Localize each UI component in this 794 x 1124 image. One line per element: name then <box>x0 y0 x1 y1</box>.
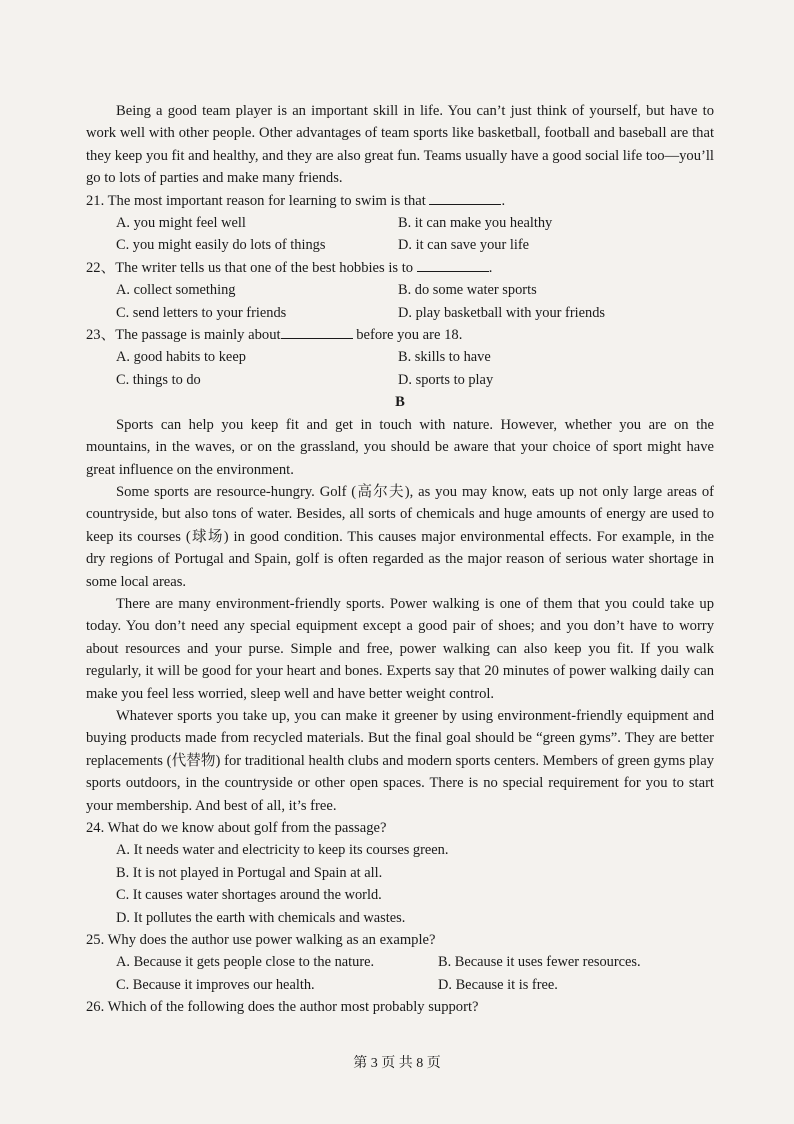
option-23-b: B. skills to have <box>398 349 491 366</box>
question-22-stem: 22、The writer tells us that one of the best hobbies is to <box>86 259 414 276</box>
passage-b-paragraph-3: There are many environment-friendly sports. Power walking is one of them that you could take up today. You don’t need any special equipment except a good pair of shoes; and you don’t have to worry about resources and your purse. Simple and free, power walking can also keep you fit. If you walk regularly, it will be good for your heart and bones. Experts say that 20 minutes of power walking daily can make you feel less worried, sleep well and have better weight control. <box>86 595 714 702</box>
option-22-b: B. do some water sports <box>398 282 537 299</box>
page-content <box>86 100 714 1019</box>
option-24-d-text: D. It pollutes the earth with chemicals and wastes. <box>116 909 406 926</box>
option-25-d: D. Because it is free. <box>438 976 558 993</box>
question-21-end: . <box>501 192 506 209</box>
question-23-options-row-1 <box>86 346 714 368</box>
option-25-b: B. Because it uses fewer resources. <box>438 954 641 971</box>
question-24-stem: 24. What do we know about golf from the passage? <box>86 820 387 836</box>
option-21-b: B. it can make you healthy <box>398 215 553 232</box>
option-21-a: A. you might feel well <box>116 215 246 232</box>
passage-b-paragraph-4: Whatever sports you take up, you can make it greener by using environment-friendly equipment and buying products made from recycled materials. But the final goal should be “green gyms”. They are better replacements (代替物) for traditional health clubs and modern sports centers. Members of green gyms play sports outdoors, in the countryside or other open spaces. There is no special requirement for you to start your membership. And best of all, it’s free. <box>86 707 714 814</box>
option-23-a: A. good habits to keep <box>116 349 246 366</box>
question-21-options-row-1 <box>86 212 714 234</box>
option-24-c-text: C. It causes water shortages around the world. <box>116 887 382 904</box>
question-21-stem: 21. The most important reason for learning to swim is that <box>86 192 426 209</box>
question-25-options-row-1 <box>86 951 714 973</box>
question-21 <box>86 190 714 212</box>
passage-a-last-paragraph: Being a good team player is an important skill in life. You can’t just think of yourself, but have to work well with other people. Other advantages of team sports like basketball, football and baseball are that they keep you fit and healthy, and they are also great fun. Teams usually have a good social life too—you’ll go to lots of parties and make many friends. <box>86 103 714 187</box>
question-22-options-row-1 <box>86 279 714 301</box>
option-22-c: C. send letters to your friends <box>116 304 287 321</box>
question-25-stem: 25. Why does the author use power walking as an example? <box>86 932 436 949</box>
passage-b-paragraph-2: Some sports are resource-hungry. Golf (高尔夫), as you may know, eats up not only large areas of countryside, but also tons of water. Besides, all sorts of chemicals and huge amounts of energy are used to keep its courses (球场) in good condition. This causes major environmental effects. For example, in the dry regions of Portugal and Spain, golf is often regarded as the major reason of serious water shortage in some local areas. <box>86 483 714 590</box>
option-23-c: C. things to do <box>116 371 201 388</box>
option-21-d: D. it can save your life <box>398 237 530 254</box>
option-25-c: C. Because it improves our health. <box>116 976 315 993</box>
option-22-a: A. collect something <box>116 282 236 299</box>
option-24-a-text: A. It needs water and electricity to keep its courses green. <box>116 842 449 859</box>
question-22-end: . <box>488 259 493 276</box>
option-24-b-text: B. It is not played in Portugal and Spain at all. <box>116 864 383 881</box>
answer-blank <box>429 190 501 205</box>
question-23-end: before you are 18. <box>356 327 463 344</box>
question-23-options-row-2 <box>86 369 714 391</box>
question-25-options-row-2 <box>86 974 714 996</box>
option-22-d: D. play basketball with your friends <box>398 304 606 321</box>
option-25-a: A. Because it gets people close to the nature. <box>116 954 375 971</box>
section-b-heading: B <box>395 394 405 411</box>
answer-blank <box>281 324 353 339</box>
question-22 <box>86 257 714 279</box>
option-24-b <box>86 862 714 884</box>
passage-b-paragraph-1: Sports can help you keep fit and get in touch with nature. However, whether you are on the mountains, in the waves, or on the grassland, you should be aware that your choice of sport might have great influence on the environment. <box>86 416 714 478</box>
page-number: 第 3 页 共 8 页 <box>353 1056 441 1071</box>
question-21-options-row-2 <box>86 234 714 256</box>
option-24-d <box>86 907 714 929</box>
question-23-stem: 23、The passage is mainly about <box>86 327 281 344</box>
question-26-stem: 26. Which of the following does the author most probably support? <box>86 999 479 1016</box>
question-22-options-row-2 <box>86 302 714 324</box>
option-21-c: C. you might easily do lots of things <box>116 237 326 254</box>
answer-blank <box>417 257 489 272</box>
option-24-c <box>86 884 714 906</box>
question-23 <box>86 324 714 346</box>
option-23-d: D. sports to play <box>398 371 494 388</box>
option-24-a <box>86 839 714 861</box>
